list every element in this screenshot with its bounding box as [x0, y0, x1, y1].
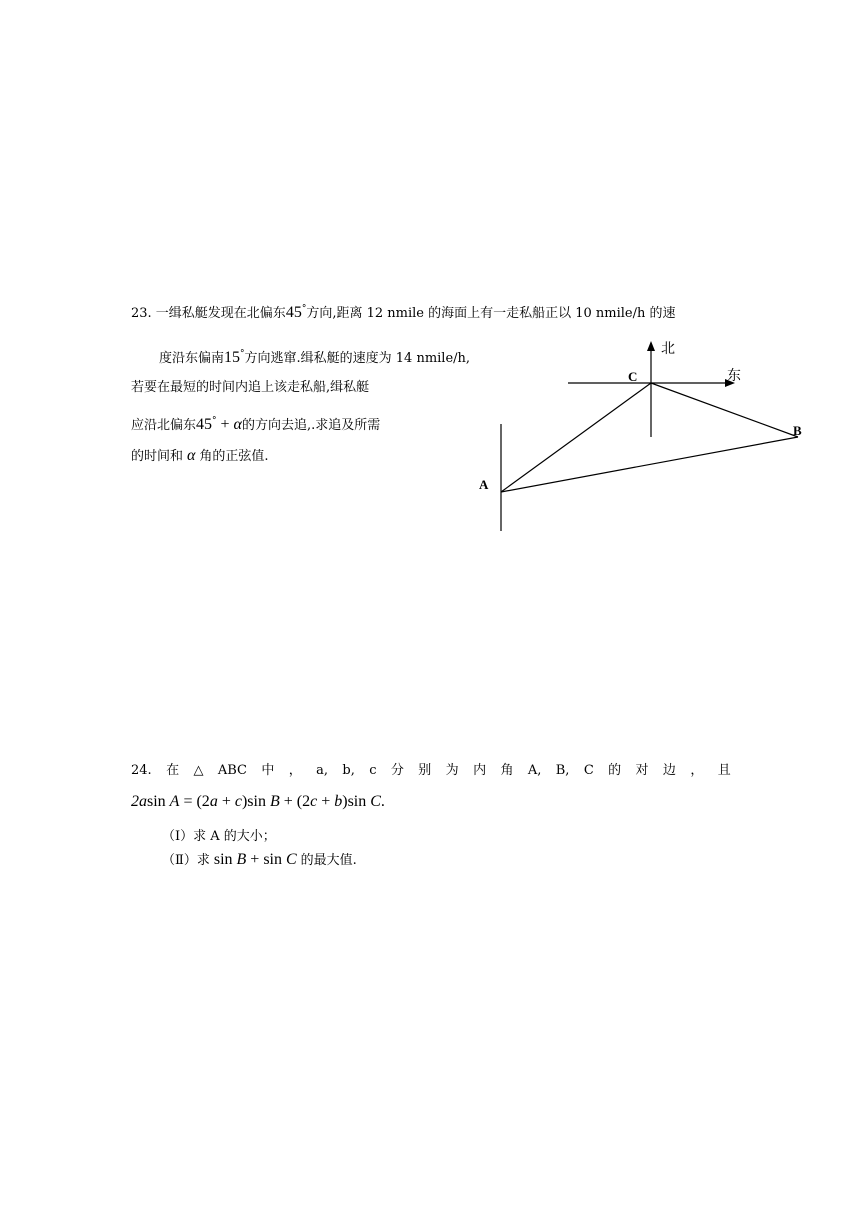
- q23-line2-pre: 度沿东偏南: [159, 351, 225, 366]
- segment-cb: [651, 383, 798, 437]
- q23-line3: [131, 379, 369, 397]
- q24-line1-token: 边: [662, 763, 676, 778]
- plus-sign: +: [216, 416, 234, 433]
- q24-line1-token: a,: [316, 763, 329, 778]
- north-label: 北: [661, 342, 675, 357]
- segment-ac: [501, 383, 651, 492]
- q24-line1-token: c: [369, 763, 377, 778]
- q23-angle-45: 45: [285, 304, 302, 321]
- q24-line1-token: 且: [717, 763, 731, 778]
- q23-line4-rest: 的方向去追,.求追及所需: [241, 418, 381, 433]
- q23-line4-pre: 应沿北偏东: [131, 418, 197, 433]
- q24-line1-token: 为: [445, 763, 459, 778]
- q24-line1-token: 内: [473, 763, 487, 778]
- q23-angle-15: 15: [224, 349, 241, 366]
- q24-line1-token: 角: [500, 763, 514, 778]
- point-b-label: B: [793, 423, 802, 438]
- point-a-label: A: [479, 477, 489, 492]
- q24-part2-math: sin B + sin C: [209, 851, 297, 868]
- q23-line2-rest: 方向逃窜.缉私艇的速度为 14 nmile/h,: [244, 351, 471, 366]
- alpha-symbol: α: [233, 416, 242, 433]
- q23-line1: [131, 300, 676, 323]
- point-c-label: C: [628, 369, 638, 384]
- q24-part1: [162, 828, 276, 846]
- degree-symbol: °: [301, 304, 307, 314]
- north-arrow-head: [647, 341, 655, 351]
- q24-line1-token: ，: [690, 763, 704, 778]
- q24-line1-token: ABC: [217, 763, 247, 778]
- q23-line5: [131, 447, 269, 466]
- q24-equation: 2asin A = (2a + c)sin B + (2c + b)sin C.: [131, 793, 385, 810]
- q23-line1-text: 23. 一缉私艇发现在北偏东: [131, 306, 286, 321]
- degree-symbol: °: [212, 416, 217, 426]
- q24-line1-token: △: [193, 763, 204, 778]
- q24-line1-token: 的: [608, 763, 622, 778]
- q24-line1-token: C: [583, 763, 594, 778]
- q24-line1-token: 中: [261, 763, 275, 778]
- q23-line4: [131, 412, 380, 435]
- q24-line1-token: 对: [635, 763, 649, 778]
- q24-line1-token: 别: [418, 763, 432, 778]
- q24-part2-rest: 的最大值.: [300, 853, 357, 868]
- q24-part2: [162, 851, 357, 870]
- alpha-symbol: α: [187, 447, 196, 464]
- q24-line1-token: ，: [288, 763, 302, 778]
- q24-line1-token: 24.: [131, 763, 152, 778]
- q23-line1-rest: 方向,距离 12 nmile 的海面上有一走私船正以 10 nmile/h 的速: [306, 306, 676, 321]
- degree-symbol: °: [240, 349, 245, 359]
- q24-part2-pre: （Ⅱ）求: [162, 853, 210, 868]
- q23-line2: [159, 345, 470, 368]
- q24-line1-token: A,: [527, 763, 542, 778]
- q24-line1-token: B,: [555, 763, 570, 778]
- east-label: 东: [727, 369, 741, 384]
- q24-line1-token: 在: [166, 763, 180, 778]
- q23-line5-rest: 角的正弦值.: [199, 449, 269, 464]
- q23-angle-45b: 45: [196, 416, 213, 433]
- chase-diagram: [470, 330, 820, 545]
- q23-line5-pre: 的时间和: [131, 449, 184, 464]
- segment-ab: [501, 437, 798, 492]
- q24-line1: [131, 762, 731, 780]
- q24-line1-token: b,: [342, 763, 355, 778]
- q23-line3-text: 若要在最短的时间内追上该走私船,缉私艇: [131, 380, 370, 395]
- q24-part1-text: （Ⅰ）求 A 的大小；: [162, 829, 276, 844]
- q24-line1-token: 分: [390, 763, 404, 778]
